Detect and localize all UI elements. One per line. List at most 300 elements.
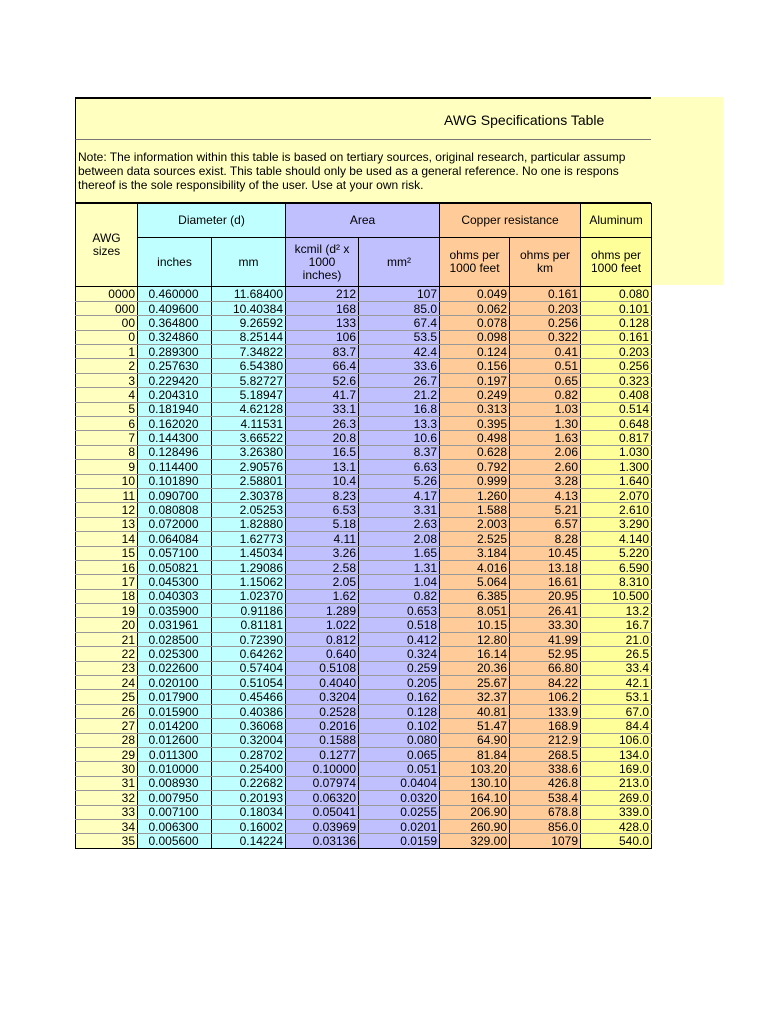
table-row [76, 546, 652, 560]
area-mm2-cell: 0.102 [359, 719, 440, 733]
diameter-inches-cell: 0.064084 [138, 532, 212, 546]
area-kcmil-cell: 13.1 [286, 460, 359, 474]
area-kcmil-cell: 33.1 [286, 402, 359, 416]
al-ohms-1000ft-cell: 2.610 [581, 503, 652, 517]
diameter-mm-cell: 1.29086 [212, 560, 286, 574]
awg-size-cell: 33 [76, 805, 138, 819]
cu-ohms-1000ft-cell: 8.051 [440, 604, 510, 618]
diameter-inches-cell: 0.072000 [138, 517, 212, 531]
diameter-mm-cell: 1.62773 [212, 532, 286, 546]
area-mm2-cell: 1.31 [359, 560, 440, 574]
header-diameter: Diameter (d) [138, 204, 286, 238]
diameter-mm-cell: 3.26380 [212, 445, 286, 459]
header-mm2: mm² [359, 238, 440, 287]
al-ohms-1000ft-cell: 0.101 [581, 301, 652, 315]
diameter-inches-cell: 0.045300 [138, 575, 212, 589]
table-row [76, 431, 652, 445]
al-ohms-1000ft-cell: 13.2 [581, 604, 652, 618]
al-ohms-1000ft-cell: 213.0 [581, 776, 652, 790]
diameter-inches-cell: 0.015900 [138, 704, 212, 718]
cu-ohms-1000ft-cell: 0.078 [440, 316, 510, 330]
cu-ohms-km-cell: 66.80 [510, 661, 581, 675]
header-kcmil: kcmil (d² x 1000 inches) [286, 238, 359, 287]
al-ohms-1000ft-cell: 4.140 [581, 532, 652, 546]
table-row [76, 748, 652, 762]
al-ohms-1000ft-cell: 1.300 [581, 460, 652, 474]
cu-ohms-1000ft-cell: 1.260 [440, 488, 510, 502]
diameter-mm-cell: 6.54380 [212, 359, 286, 373]
area-kcmil-cell: 2.05 [286, 575, 359, 589]
diameter-inches-cell: 0.289300 [138, 345, 212, 359]
table-row [76, 719, 652, 733]
table-row [76, 474, 652, 488]
al-ohms-1000ft-cell: 0.817 [581, 431, 652, 445]
cu-ohms-km-cell: 338.6 [510, 762, 581, 776]
awg-size-cell: 14 [76, 532, 138, 546]
awg-size-cell: 10 [76, 474, 138, 488]
table-row [76, 330, 652, 344]
diameter-inches-cell: 0.028500 [138, 632, 212, 646]
table-row [76, 532, 652, 546]
table-row [76, 704, 652, 718]
cu-ohms-1000ft-cell: 0.628 [440, 445, 510, 459]
awg-size-cell: 13 [76, 517, 138, 531]
table-row [76, 560, 652, 574]
awg-size-cell: 00 [76, 316, 138, 330]
area-kcmil-cell: 10.4 [286, 474, 359, 488]
awg-size-cell: 22 [76, 647, 138, 661]
cu-ohms-km-cell: 0.65 [510, 373, 581, 387]
header-background-extension [651, 97, 723, 285]
area-mm2-cell: 0.82 [359, 589, 440, 603]
al-ohms-1000ft-cell: 10.500 [581, 589, 652, 603]
diameter-mm-cell: 9.26592 [212, 316, 286, 330]
diameter-mm-cell: 7.34822 [212, 345, 286, 359]
diameter-mm-cell: 5.82727 [212, 373, 286, 387]
area-mm2-cell: 13.3 [359, 417, 440, 431]
area-mm2-cell: 1.04 [359, 575, 440, 589]
table-row [76, 589, 652, 603]
al-ohms-1000ft-cell: 1.640 [581, 474, 652, 488]
cu-ohms-1000ft-cell: 10.15 [440, 618, 510, 632]
diameter-inches-cell: 0.008930 [138, 776, 212, 790]
diameter-inches-cell: 0.007950 [138, 791, 212, 805]
cu-ohms-km-cell: 16.61 [510, 575, 581, 589]
al-ohms-1000ft-cell: 33.4 [581, 661, 652, 675]
diameter-mm-cell: 0.81181 [212, 618, 286, 632]
diameter-inches-cell: 0.128496 [138, 445, 212, 459]
diameter-mm-cell: 0.25400 [212, 762, 286, 776]
awg-size-cell: 11 [76, 488, 138, 502]
awg-size-cell: 28 [76, 733, 138, 747]
cu-ohms-1000ft-cell: 2.003 [440, 517, 510, 531]
al-ohms-1000ft-cell: 53.1 [581, 690, 652, 704]
area-mm2-cell: 1.65 [359, 546, 440, 560]
cu-ohms-km-cell: 106.2 [510, 690, 581, 704]
al-ohms-1000ft-cell: 1.030 [581, 445, 652, 459]
awg-size-cell: 29 [76, 748, 138, 762]
diameter-mm-cell: 11.68400 [212, 287, 286, 301]
area-kcmil-cell: 0.1588 [286, 733, 359, 747]
diameter-mm-cell: 0.32004 [212, 733, 286, 747]
diameter-inches-cell: 0.014200 [138, 719, 212, 733]
area-mm2-cell: 0.0320 [359, 791, 440, 805]
column-headers [75, 203, 652, 287]
area-mm2-cell: 0.162 [359, 690, 440, 704]
area-mm2-cell: 8.37 [359, 445, 440, 459]
diameter-inches-cell: 0.101890 [138, 474, 212, 488]
area-mm2-cell: 0.653 [359, 604, 440, 618]
awg-size-cell: 4 [76, 388, 138, 402]
cu-ohms-1000ft-cell: 0.313 [440, 402, 510, 416]
awg-size-cell: 23 [76, 661, 138, 675]
cu-ohms-1000ft-cell: 20.36 [440, 661, 510, 675]
diameter-inches-cell: 0.010000 [138, 762, 212, 776]
cu-ohms-km-cell: 168.9 [510, 719, 581, 733]
area-kcmil-cell: 20.8 [286, 431, 359, 445]
header-copper-resistance: Copper resistance [440, 204, 581, 238]
area-kcmil-cell: 26.3 [286, 417, 359, 431]
cu-ohms-km-cell: 41.99 [510, 632, 581, 646]
table-row [76, 733, 652, 747]
diameter-mm-cell: 3.66522 [212, 431, 286, 445]
area-mm2-cell: 0.0201 [359, 819, 440, 833]
table-row [76, 632, 652, 646]
al-ohms-1000ft-cell: 0.128 [581, 316, 652, 330]
diameter-mm-cell: 2.58801 [212, 474, 286, 488]
diameter-mm-cell: 0.72390 [212, 632, 286, 646]
cu-ohms-1000ft-cell: 0.049 [440, 287, 510, 301]
area-mm2-cell: 0.205 [359, 676, 440, 690]
area-mm2-cell: 107 [359, 287, 440, 301]
table-row [76, 676, 652, 690]
awg-size-cell: 7 [76, 431, 138, 445]
cu-ohms-1000ft-cell: 1.588 [440, 503, 510, 517]
cu-ohms-km-cell: 13.18 [510, 560, 581, 574]
area-kcmil-cell: 133 [286, 316, 359, 330]
al-ohms-1000ft-cell: 339.0 [581, 805, 652, 819]
area-mm2-cell: 2.63 [359, 517, 440, 531]
al-ohms-1000ft-cell: 106.0 [581, 733, 652, 747]
cu-ohms-km-cell: 856.0 [510, 819, 581, 833]
note-line-3: thereof is the sole responsibility of the user. Use at your own risk. [78, 178, 424, 192]
diameter-mm-cell: 0.36068 [212, 719, 286, 733]
disclaimer-note [75, 140, 651, 203]
table-row [76, 647, 652, 661]
area-kcmil-cell: 0.03136 [286, 834, 359, 848]
table-row [76, 417, 652, 431]
awg-size-cell: 6 [76, 417, 138, 431]
cu-ohms-1000ft-cell: 64.90 [440, 733, 510, 747]
al-ohms-1000ft-cell: 26.5 [581, 647, 652, 661]
awg-size-cell: 24 [76, 676, 138, 690]
al-ohms-1000ft-cell: 0.256 [581, 359, 652, 373]
awg-size-cell: 16 [76, 560, 138, 574]
awg-size-cell: 32 [76, 791, 138, 805]
cu-ohms-km-cell: 5.21 [510, 503, 581, 517]
cu-ohms-1000ft-cell: 206.90 [440, 805, 510, 819]
diameter-inches-cell: 0.031961 [138, 618, 212, 632]
cu-ohms-1000ft-cell: 81.84 [440, 748, 510, 762]
area-kcmil-cell: 0.06320 [286, 791, 359, 805]
cu-ohms-1000ft-cell: 40.81 [440, 704, 510, 718]
al-ohms-1000ft-cell: 169.0 [581, 762, 652, 776]
area-kcmil-cell: 83.7 [286, 345, 359, 359]
diameter-inches-cell: 0.025300 [138, 647, 212, 661]
area-mm2-cell: 33.6 [359, 359, 440, 373]
table-row [76, 359, 652, 373]
cu-ohms-km-cell: 0.41 [510, 345, 581, 359]
cu-ohms-km-cell: 1.03 [510, 402, 581, 416]
awg-size-cell: 18 [76, 589, 138, 603]
table-row [76, 373, 652, 387]
cu-ohms-1000ft-cell: 164.10 [440, 791, 510, 805]
cu-ohms-1000ft-cell: 130.10 [440, 776, 510, 790]
area-mm2-cell: 42.4 [359, 345, 440, 359]
area-kcmil-cell: 6.53 [286, 503, 359, 517]
cu-ohms-1000ft-cell: 0.124 [440, 345, 510, 359]
diameter-mm-cell: 8.25144 [212, 330, 286, 344]
awg-size-cell: 20 [76, 618, 138, 632]
table-row [76, 517, 652, 531]
area-mm2-cell: 53.5 [359, 330, 440, 344]
diameter-inches-cell: 0.114400 [138, 460, 212, 474]
cu-ohms-km-cell: 0.203 [510, 301, 581, 315]
cu-ohms-km-cell: 1.63 [510, 431, 581, 445]
header-awg-sizes: AWG sizes [76, 204, 138, 287]
awg-size-cell: 000 [76, 301, 138, 315]
diameter-inches-cell: 0.204310 [138, 388, 212, 402]
table-row [76, 805, 652, 819]
diameter-mm-cell: 0.40386 [212, 704, 286, 718]
area-kcmil-cell: 1.022 [286, 618, 359, 632]
cu-ohms-km-cell: 52.95 [510, 647, 581, 661]
awg-size-cell: 31 [76, 776, 138, 790]
diameter-inches-cell: 0.409600 [138, 301, 212, 315]
cu-ohms-1000ft-cell: 0.156 [440, 359, 510, 373]
area-mm2-cell: 16.8 [359, 402, 440, 416]
diameter-inches-cell: 0.364800 [138, 316, 212, 330]
cu-ohms-km-cell: 20.95 [510, 589, 581, 603]
header-mm: mm [212, 238, 286, 287]
area-kcmil-cell: 52.6 [286, 373, 359, 387]
cu-ohms-1000ft-cell: 260.90 [440, 819, 510, 833]
table-row [76, 791, 652, 805]
area-kcmil-cell: 0.10000 [286, 762, 359, 776]
header-area: Area [286, 204, 440, 238]
cu-ohms-km-cell: 0.256 [510, 316, 581, 330]
cu-ohms-1000ft-cell: 0.395 [440, 417, 510, 431]
area-kcmil-cell: 106 [286, 330, 359, 344]
al-ohms-1000ft-cell: 67.0 [581, 704, 652, 718]
al-ohms-1000ft-cell: 0.408 [581, 388, 652, 402]
table-row [76, 445, 652, 459]
area-kcmil-cell: 66.4 [286, 359, 359, 373]
table-row [76, 402, 652, 416]
area-mm2-cell: 5.26 [359, 474, 440, 488]
awg-size-cell: 34 [76, 819, 138, 833]
area-mm2-cell: 0.518 [359, 618, 440, 632]
area-kcmil-cell: 3.26 [286, 546, 359, 560]
header-cu-ohms-per-km: ohms per km [510, 238, 581, 287]
cu-ohms-km-cell: 26.41 [510, 604, 581, 618]
diameter-inches-cell: 0.257630 [138, 359, 212, 373]
cu-ohms-km-cell: 133.9 [510, 704, 581, 718]
area-kcmil-cell: 1.289 [286, 604, 359, 618]
cu-ohms-km-cell: 538.4 [510, 791, 581, 805]
header-cu-ohms-per-1000ft: ohms per 1000 feet [440, 238, 510, 287]
area-mm2-cell: 0.0404 [359, 776, 440, 790]
cu-ohms-1000ft-cell: 51.47 [440, 719, 510, 733]
area-mm2-cell: 85.0 [359, 301, 440, 315]
diameter-mm-cell: 1.15062 [212, 575, 286, 589]
area-mm2-cell: 3.31 [359, 503, 440, 517]
area-mm2-cell: 0.324 [359, 647, 440, 661]
area-mm2-cell: 26.7 [359, 373, 440, 387]
cu-ohms-1000ft-cell: 5.064 [440, 575, 510, 589]
diameter-inches-cell: 0.005600 [138, 834, 212, 848]
area-kcmil-cell: 0.2016 [286, 719, 359, 733]
al-ohms-1000ft-cell: 0.514 [581, 402, 652, 416]
table-row [76, 690, 652, 704]
area-mm2-cell: 0.259 [359, 661, 440, 675]
table-row [76, 776, 652, 790]
al-ohms-1000ft-cell: 2.070 [581, 488, 652, 502]
awg-data-table [75, 287, 652, 849]
cu-ohms-km-cell: 212.9 [510, 733, 581, 747]
diameter-mm-cell: 2.30378 [212, 488, 286, 502]
cu-ohms-1000ft-cell: 2.525 [440, 532, 510, 546]
al-ohms-1000ft-cell: 0.080 [581, 287, 652, 301]
diameter-mm-cell: 2.90576 [212, 460, 286, 474]
area-mm2-cell: 0.0255 [359, 805, 440, 819]
area-kcmil-cell: 0.2528 [286, 704, 359, 718]
cu-ohms-km-cell: 8.28 [510, 532, 581, 546]
diameter-mm-cell: 0.14224 [212, 834, 286, 848]
diameter-mm-cell: 1.02370 [212, 589, 286, 603]
header-inches: inches [138, 238, 212, 287]
diameter-mm-cell: 0.45466 [212, 690, 286, 704]
cu-ohms-km-cell: 2.60 [510, 460, 581, 474]
area-kcmil-cell: 41.7 [286, 388, 359, 402]
table-row [76, 604, 652, 618]
awg-size-cell: 15 [76, 546, 138, 560]
area-kcmil-cell: 0.07974 [286, 776, 359, 790]
awg-size-cell: 21 [76, 632, 138, 646]
table-row [76, 287, 652, 301]
al-ohms-1000ft-cell: 3.290 [581, 517, 652, 531]
awg-size-cell: 0 [76, 330, 138, 344]
awg-spreadsheet [75, 97, 651, 849]
al-ohms-1000ft-cell: 0.648 [581, 417, 652, 431]
table-title: AWG Specifications Table [444, 112, 605, 128]
diameter-mm-cell: 0.16002 [212, 819, 286, 833]
diameter-inches-cell: 0.460000 [138, 287, 212, 301]
area-kcmil-cell: 8.23 [286, 488, 359, 502]
diameter-inches-cell: 0.022600 [138, 661, 212, 675]
cu-ohms-km-cell: 4.13 [510, 488, 581, 502]
diameter-mm-cell: 0.18034 [212, 805, 286, 819]
awg-size-cell: 5 [76, 402, 138, 416]
awg-size-cell: 9 [76, 460, 138, 474]
header-aluminum: Aluminum [581, 204, 652, 238]
diameter-inches-cell: 0.011300 [138, 748, 212, 762]
area-kcmil-cell: 4.11 [286, 532, 359, 546]
awg-size-cell: 30 [76, 762, 138, 776]
al-ohms-1000ft-cell: 21.0 [581, 632, 652, 646]
awg-size-cell: 3 [76, 373, 138, 387]
cu-ohms-1000ft-cell: 0.062 [440, 301, 510, 315]
cu-ohms-1000ft-cell: 16.14 [440, 647, 510, 661]
diameter-mm-cell: 2.05253 [212, 503, 286, 517]
diameter-inches-cell: 0.144300 [138, 431, 212, 445]
cu-ohms-1000ft-cell: 103.20 [440, 762, 510, 776]
awg-size-cell: 35 [76, 834, 138, 848]
diameter-inches-cell: 0.090700 [138, 488, 212, 502]
table-row [76, 488, 652, 502]
area-kcmil-cell: 5.18 [286, 517, 359, 531]
table-row [76, 819, 652, 833]
al-ohms-1000ft-cell: 0.203 [581, 345, 652, 359]
diameter-inches-cell: 0.229420 [138, 373, 212, 387]
area-kcmil-cell: 168 [286, 301, 359, 315]
diameter-mm-cell: 0.22682 [212, 776, 286, 790]
awg-size-cell: 2 [76, 359, 138, 373]
awg-size-cell: 19 [76, 604, 138, 618]
cu-ohms-km-cell: 33.30 [510, 618, 581, 632]
al-ohms-1000ft-cell: 84.4 [581, 719, 652, 733]
cu-ohms-km-cell: 84.22 [510, 676, 581, 690]
area-kcmil-cell: 0.03969 [286, 819, 359, 833]
area-mm2-cell: 6.63 [359, 460, 440, 474]
cu-ohms-km-cell: 3.28 [510, 474, 581, 488]
note-line-2: between data sources exist. This table should only be used as a general reference. No one is respons [78, 164, 619, 178]
cu-ohms-1000ft-cell: 329.00 [440, 834, 510, 848]
cu-ohms-1000ft-cell: 6.385 [440, 589, 510, 603]
cu-ohms-1000ft-cell: 32.37 [440, 690, 510, 704]
al-ohms-1000ft-cell: 42.1 [581, 676, 652, 690]
cu-ohms-km-cell: 0.82 [510, 388, 581, 402]
note-line-1: Note: The information within this table is based on tertiary sources, original research, particular assump [78, 150, 626, 164]
cu-ohms-1000ft-cell: 25.67 [440, 676, 510, 690]
cu-ohms-km-cell: 0.51 [510, 359, 581, 373]
table-row [76, 345, 652, 359]
table-row [76, 575, 652, 589]
cu-ohms-1000ft-cell: 12.80 [440, 632, 510, 646]
diameter-mm-cell: 1.45034 [212, 546, 286, 560]
area-mm2-cell: 4.17 [359, 488, 440, 502]
diameter-inches-cell: 0.050821 [138, 560, 212, 574]
cu-ohms-1000ft-cell: 0.792 [440, 460, 510, 474]
diameter-inches-cell: 0.006300 [138, 819, 212, 833]
area-kcmil-cell: 16.5 [286, 445, 359, 459]
diameter-mm-cell: 0.64262 [212, 647, 286, 661]
table-row [76, 503, 652, 517]
awg-size-cell: 0000 [76, 287, 138, 301]
diameter-mm-cell: 1.82880 [212, 517, 286, 531]
header-al-ohms-per-1000ft: ohms per 1000 feet [581, 238, 652, 287]
area-mm2-cell: 2.08 [359, 532, 440, 546]
area-kcmil-cell: 0.812 [286, 632, 359, 646]
area-kcmil-cell: 212 [286, 287, 359, 301]
al-ohms-1000ft-cell: 0.161 [581, 330, 652, 344]
cu-ohms-km-cell: 10.45 [510, 546, 581, 560]
al-ohms-1000ft-cell: 8.310 [581, 575, 652, 589]
table-row [76, 834, 652, 848]
awg-size-cell: 8 [76, 445, 138, 459]
awg-size-cell: 25 [76, 690, 138, 704]
diameter-inches-cell: 0.007100 [138, 805, 212, 819]
